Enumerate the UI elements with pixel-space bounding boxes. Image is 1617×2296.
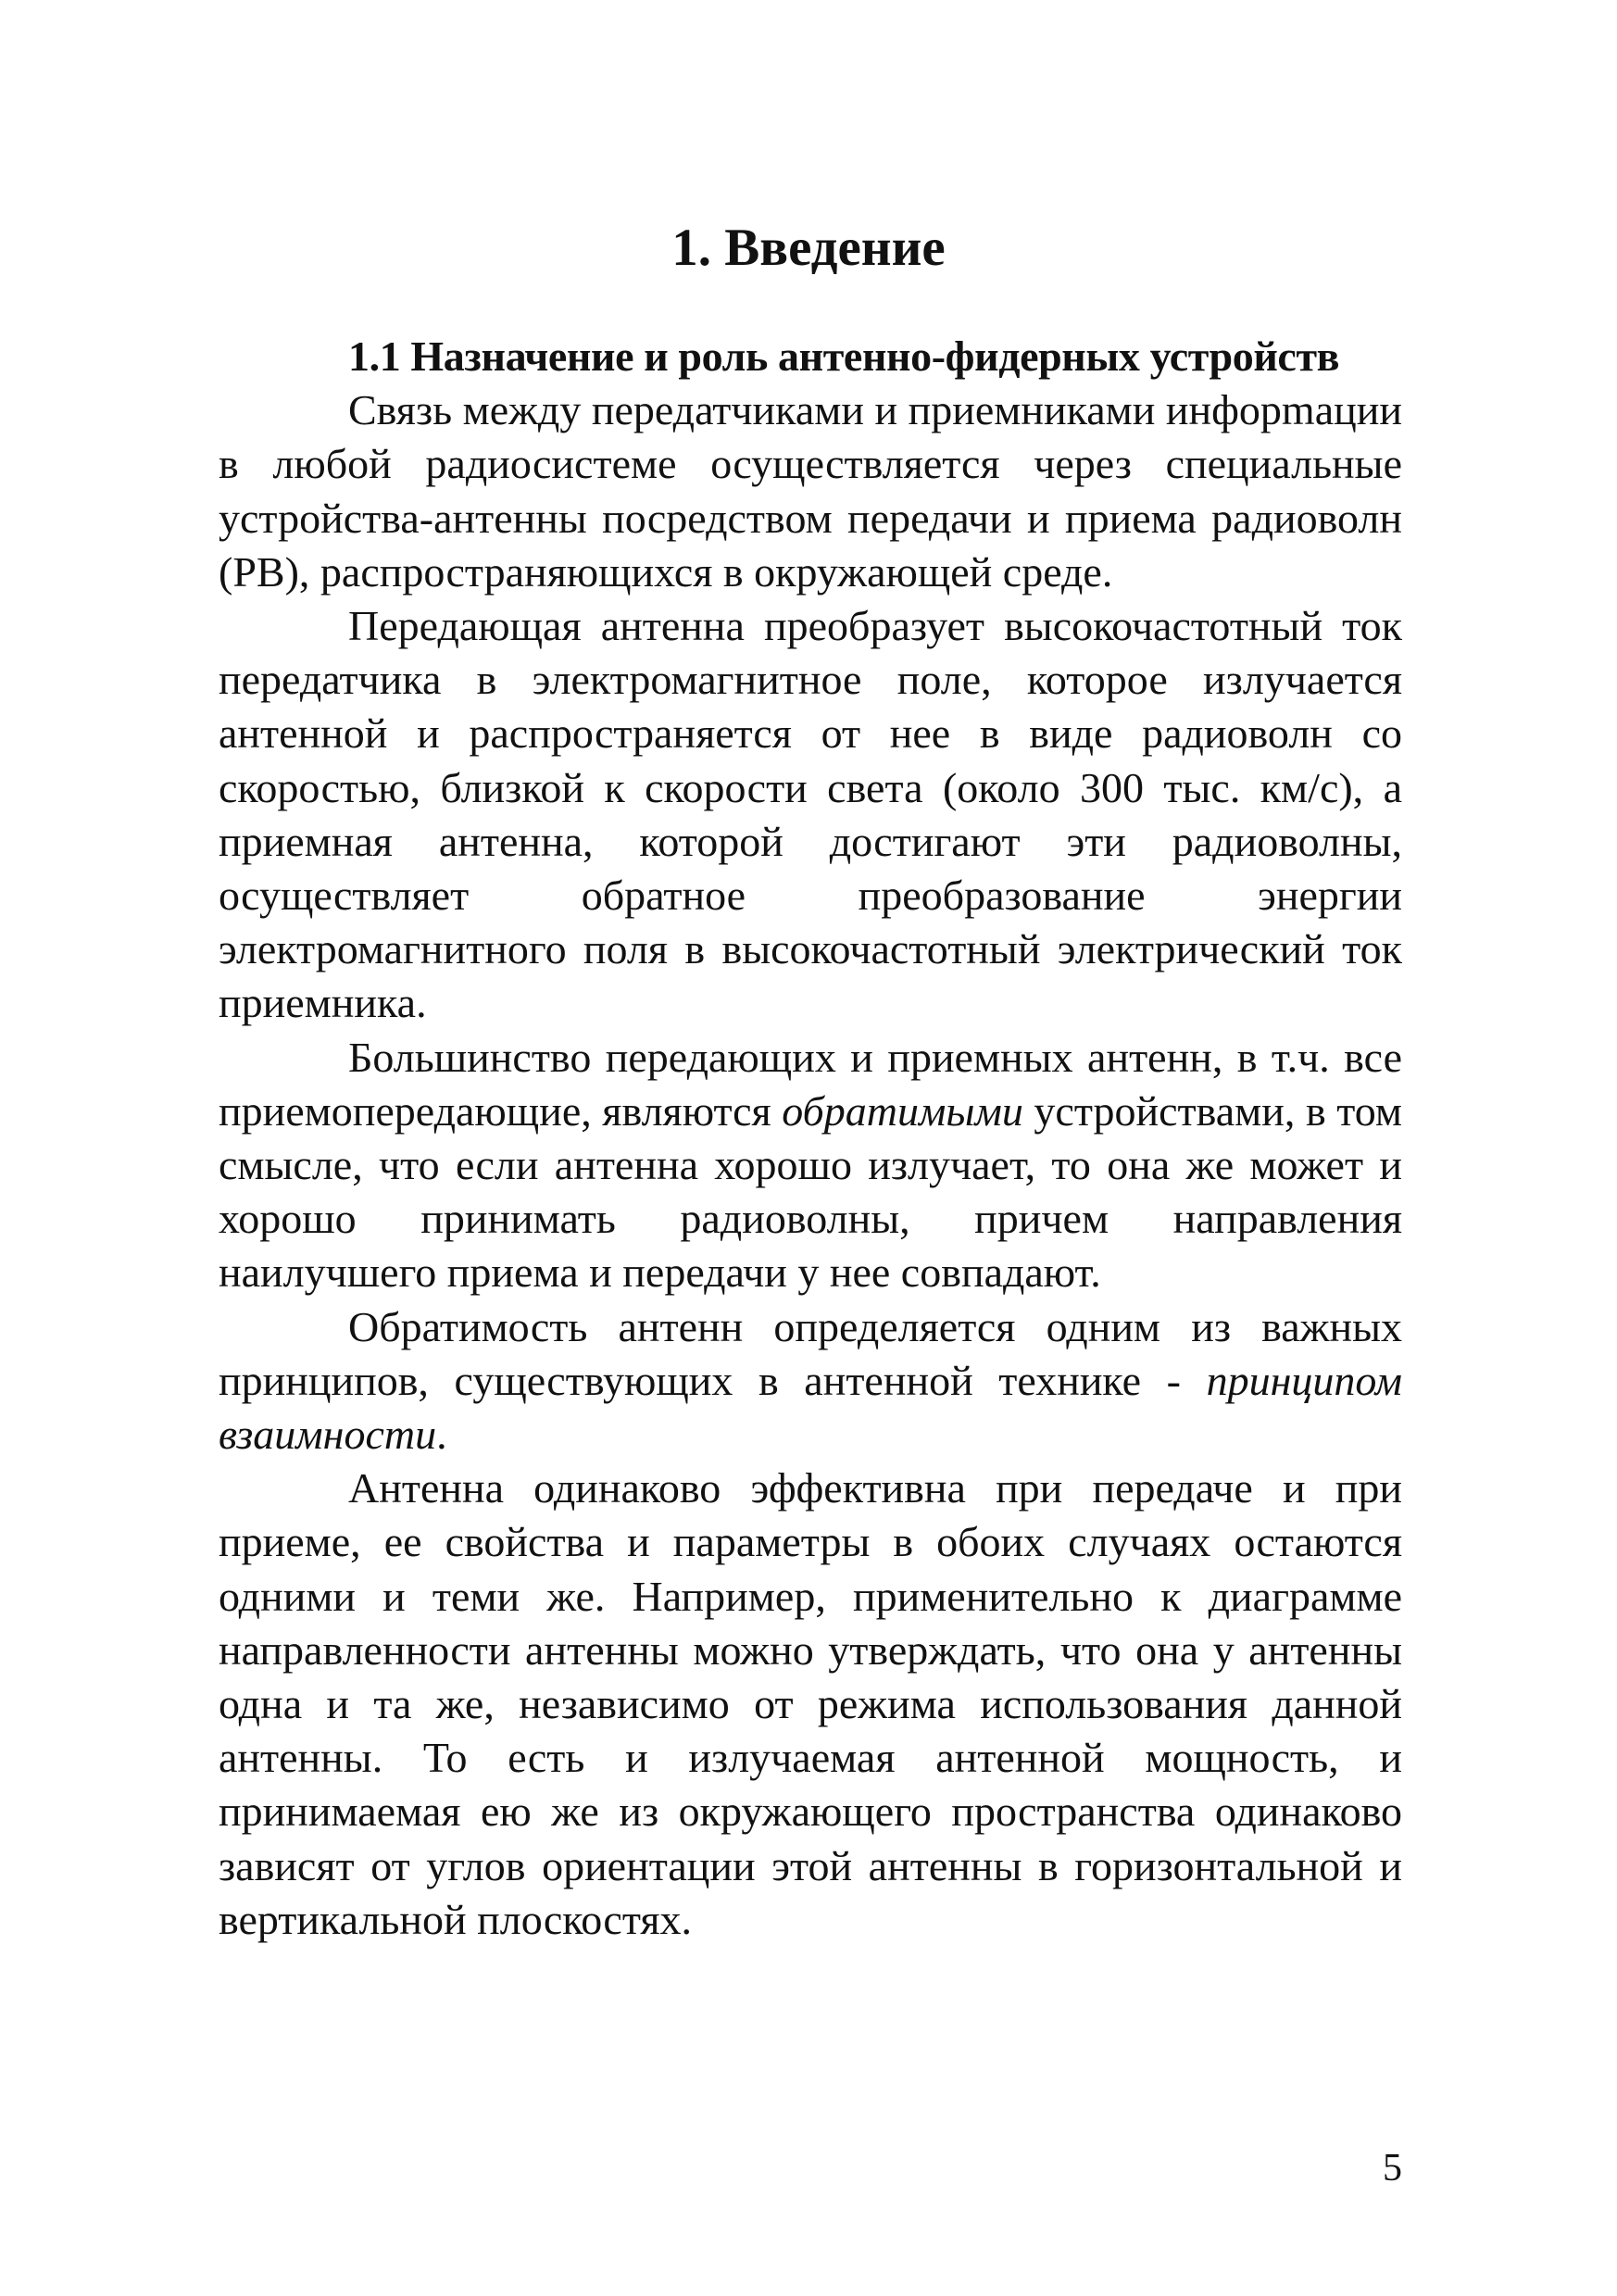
- paragraph-3-text: Большинство передающих и приемных антенн, в т.ч. все приемопередающие, являются: [219, 1033, 1402, 1135]
- text-block: [219, 330, 1402, 1947]
- paragraph-5: Антенна одинаково эффективна при передаче и при приеме, ее свойства и параметры в обоих случаях остаются одними и теми же. Например, применительно к диаграмме направленности антенны можно утверждать, что она у антенны одна и та же, независимо от режима использования данной антенны. То есть и излучаемая антенной мощность, и принимаемая ею же из окружающего пространства одинаково зависят от углов ориентации этой антенны в горизонтальной и вертикальной плоскостях.: [219, 1464, 1402, 1943]
- emphasis-term-reciprocity: принципом взаимности: [219, 1356, 1402, 1459]
- paragraph-4: [219, 1300, 1402, 1462]
- page-number: 5: [1383, 2147, 1402, 2189]
- paragraph-1: Связь между передатчиками и приемниками инфорmации в любой радиосистеме осуществляется через специальные устройства-антенны посредством передачи и приема радиоволн (РВ), распространяющихся в окружающей среде.: [219, 386, 1402, 596]
- chapter-title: 1. Введение: [671, 219, 946, 277]
- paragraph-3-text-end: устройствами, в том смысле, что если антенна хорошо излучает, то она же может и хорошо принимать радиоволны, причем направления наилучшего приема и передачи у нее совпадают.: [219, 1086, 1402, 1297]
- paragraph-4-text-end: .: [436, 1411, 447, 1459]
- paragraph-4-text: Обратимость антенн определяется одним из важных принципов, существующих в антенной технике -: [219, 1302, 1402, 1404]
- paragraph-3: [219, 1031, 1402, 1300]
- emphasis-term-reversible: обратимыми: [782, 1086, 1023, 1135]
- section-title: 1.1 Назначение и роль антенно-фидерных устройств: [348, 332, 1340, 380]
- paragraph-2: Передающая антенна преобразует высокочастотный ток передатчика в электромагнитное поле, которое излучается антенной и распространяется от нее в виде радиоволн со скоростью, близкой к скорости света (около 300 тыс. км/с), а приемная антенна, которой достигают эти радиоволны, осуществляет обратное преобразование энергии электромагнитного поля в высокочастотный электрический ток приемника.: [219, 602, 1402, 1027]
